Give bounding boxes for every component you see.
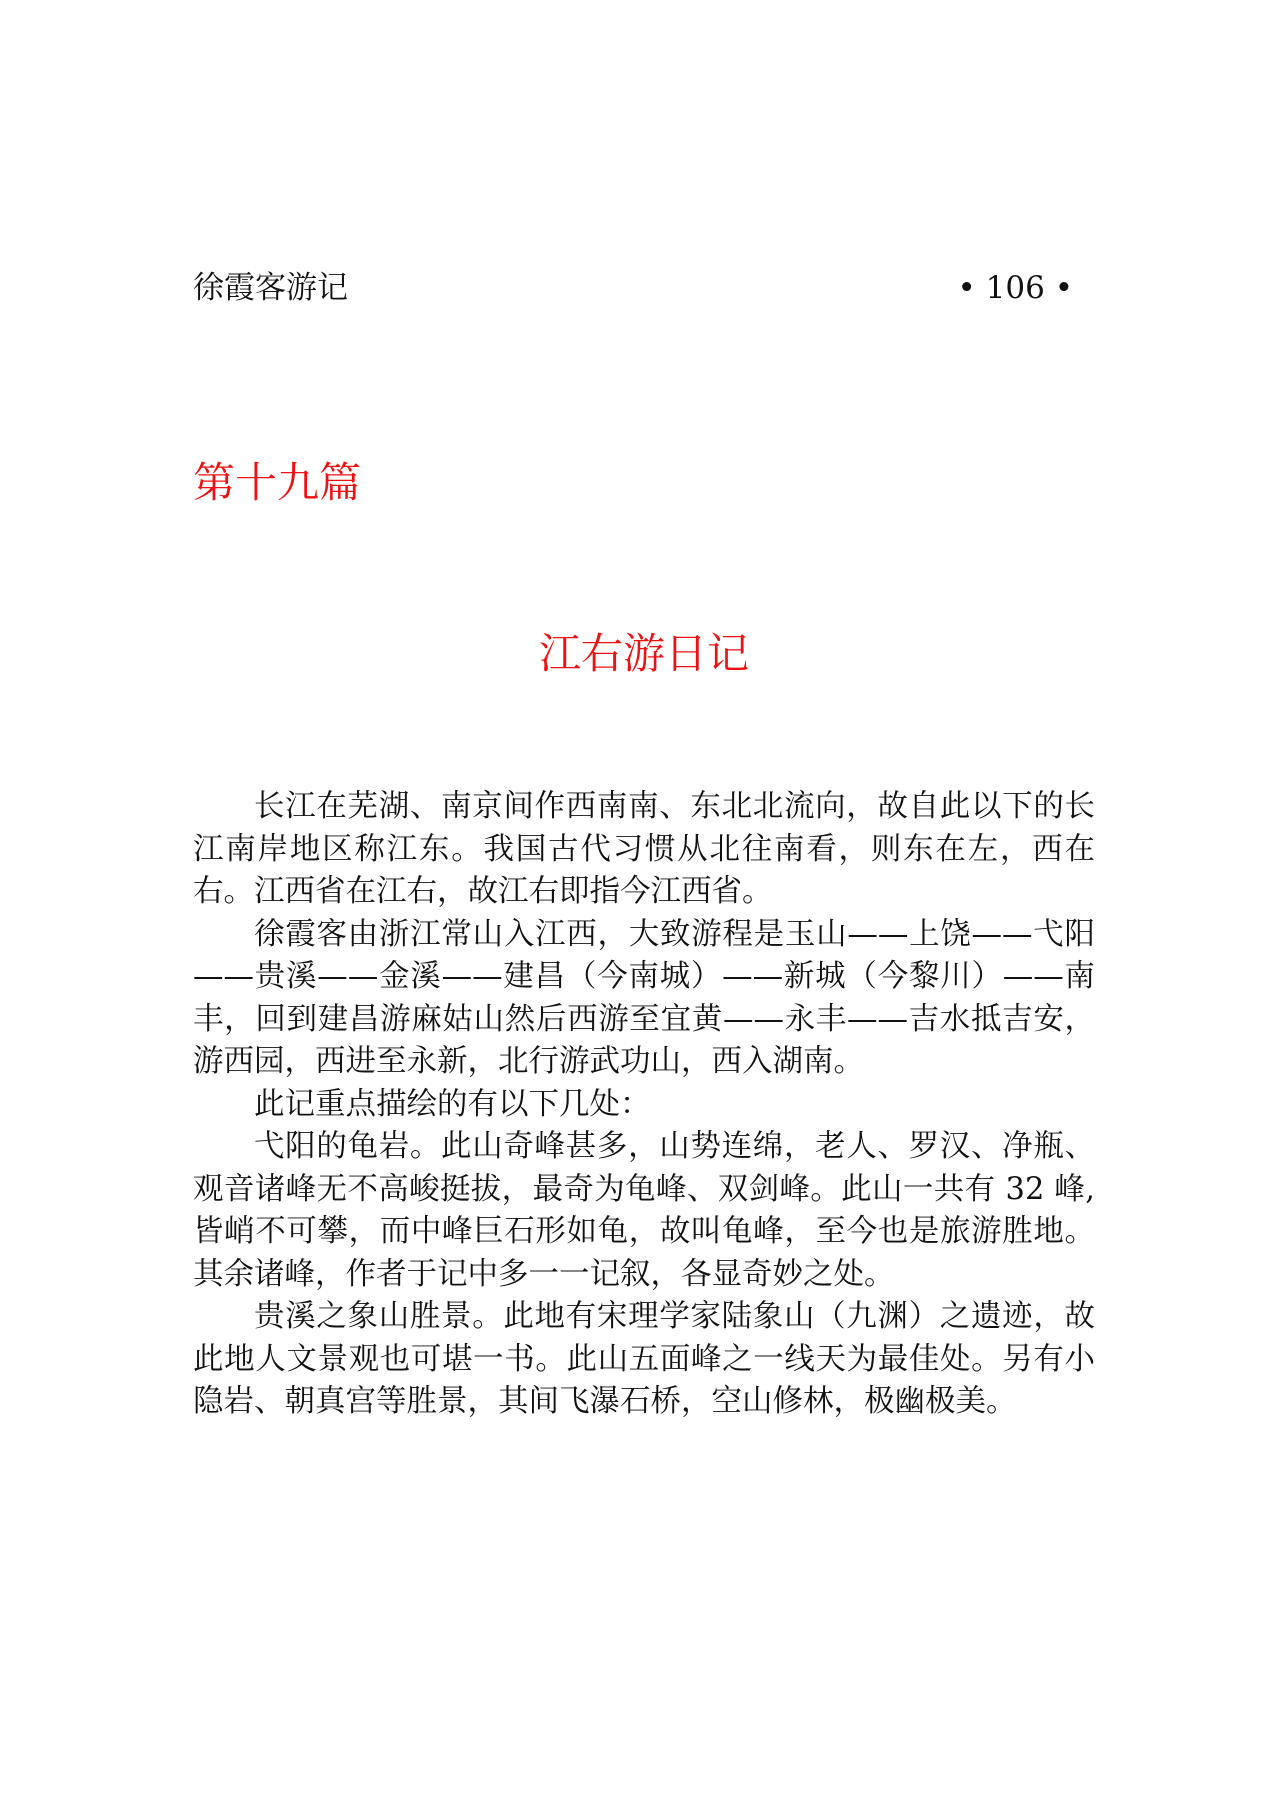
paragraph: 此记重点描绘的有以下几处： [254,1086,651,1122]
running-header [193,266,1073,310]
chapter-title: 江右游日记 [538,629,749,678]
body-text [193,786,1095,1424]
paragraph: 徐霞客由浙江常山入江西，大致游程是玉山——上饶——弋阳——贵溪——金溪——建昌（今南城）——新城（今黎川）——南丰，回到建昌游麻姑山然后西游至宜黄——永丰——吉水抵吉安，游西园，西进至永新，北行游武功山，西入湖南。 [193,916,1095,1079]
paragraph: 弋阳的龟岩。此山奇峰甚多，山势连绵，老人、罗汉、净瓶、观音诸峰无不高峻挺拔，最奇为龟峰、双剑峰。此山一共有 32 峰,皆峭不可攀，而中峰巨石形如龟，故叫龟峰，至今也是旅游胜地。其余诸峰，作者于记中多一一记叙，各显奇妙之处。 [193,1129,1095,1292]
paragraph: 贵溪之象山胜景。此地有宋理学家陆象山（九渊）之遗迹，故此地人文景观也可堪一书。此山五面峰之一线天为最佳处。另有小隐岩、朝真宫等胜景，其间飞瀑石桥，空山修林，极幽极美。 [193,1299,1095,1419]
chapter-label: 第十九篇 [193,458,362,507]
page-number: • 106 • [957,270,1073,306]
book-title: 徐霞客游记 [193,270,348,306]
paragraph: 长江在芜湖、南京间作西南南、东北北流向，故自此以下的长江南岸地区称江东。我国古代习惯从北往南看，则东在左，西在右。江西省在江右，故江右即指今江西省。 [193,789,1095,909]
